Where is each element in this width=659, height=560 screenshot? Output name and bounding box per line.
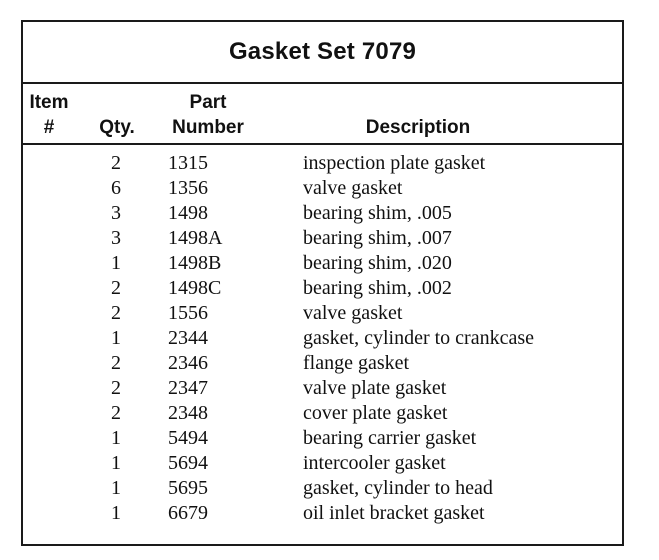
part-number-cell: 1315: [168, 152, 208, 174]
part-number-cell: 1498C: [168, 277, 222, 299]
table-row: [23, 476, 622, 501]
table-row: [23, 301, 622, 326]
header-part-line1: Part: [189, 92, 227, 113]
description-cell: valve gasket: [303, 302, 403, 324]
table-row: [23, 351, 622, 376]
table-row: [23, 276, 622, 301]
description-cell: flange gasket: [303, 352, 410, 374]
description-cell: bearing shim, .002: [303, 277, 452, 299]
header-item-number: [23, 90, 75, 140]
table-row: [23, 426, 622, 451]
part-number-cell: 5695: [168, 477, 208, 499]
part-number-cell: 1356: [168, 177, 208, 199]
part-number-cell: 2344: [168, 327, 208, 349]
qty-cell: 2: [111, 152, 121, 174]
header-item-line1: Item: [29, 92, 69, 113]
qty-cell: 2: [111, 277, 121, 299]
qty-cell: 2: [111, 302, 121, 324]
table-row: [23, 151, 622, 176]
description-cell: valve plate gasket: [303, 377, 447, 399]
description-cell: cover plate gasket: [303, 402, 448, 424]
table-row: [23, 376, 622, 401]
header-row: [23, 84, 622, 145]
table-row: [23, 326, 622, 351]
header-description: [343, 115, 493, 140]
qty-cell: 1: [111, 327, 121, 349]
table-title: Gasket Set 7079: [228, 38, 417, 65]
table-row: [23, 201, 622, 226]
description-cell: bearing shim, .020: [303, 252, 452, 274]
qty-cell: 2: [111, 402, 121, 424]
description-cell: gasket, cylinder to crankcase: [303, 327, 535, 349]
description-cell: bearing shim, .007: [303, 227, 452, 249]
header-qty: [89, 115, 145, 140]
table-row: [23, 226, 622, 251]
part-number-cell: 1498A: [168, 227, 223, 249]
part-number-cell: 2348: [168, 402, 208, 424]
qty-cell: 1: [111, 477, 121, 499]
description-cell: bearing carrier gasket: [303, 427, 477, 449]
qty-cell: 3: [111, 202, 121, 224]
title-bar: [23, 22, 622, 84]
qty-cell: 6: [111, 177, 121, 199]
table-row: [23, 176, 622, 201]
qty-cell: 1: [111, 427, 121, 449]
table-row: [23, 501, 622, 526]
description-cell: valve gasket: [303, 177, 403, 199]
description-cell: oil inlet bracket gasket: [303, 502, 485, 524]
description-cell: inspection plate gasket: [303, 152, 486, 174]
description-cell: bearing shim, .005: [303, 202, 452, 224]
part-number-cell: 1498B: [168, 252, 222, 274]
description-cell: intercooler gasket: [303, 452, 446, 474]
qty-cell: 1: [111, 252, 121, 274]
qty-cell: 3: [111, 227, 121, 249]
part-number-cell: 1498: [168, 202, 208, 224]
table-row: [23, 251, 622, 276]
part-number-cell: 2346: [168, 352, 208, 374]
qty-cell: 2: [111, 377, 121, 399]
table-row: [23, 401, 622, 426]
part-number-cell: 1556: [168, 302, 208, 324]
parts-table: [21, 20, 624, 546]
description-cell: gasket, cylinder to head: [303, 477, 493, 499]
qty-cell: 2: [111, 352, 121, 374]
part-number-cell: 5694: [168, 452, 208, 474]
table-row: [23, 451, 622, 476]
header-qty-label: Qty.: [99, 117, 135, 138]
header-part-number: [163, 90, 253, 140]
table-body: [23, 151, 622, 526]
header-part-line2: Number: [172, 117, 244, 138]
part-number-cell: 2347: [168, 377, 208, 399]
part-number-cell: 6679: [168, 502, 208, 524]
header-description-label: Description: [365, 117, 471, 138]
qty-cell: 1: [111, 452, 121, 474]
part-number-cell: 5494: [168, 427, 208, 449]
header-item-line2: #: [43, 117, 55, 138]
qty-cell: 1: [111, 502, 121, 524]
